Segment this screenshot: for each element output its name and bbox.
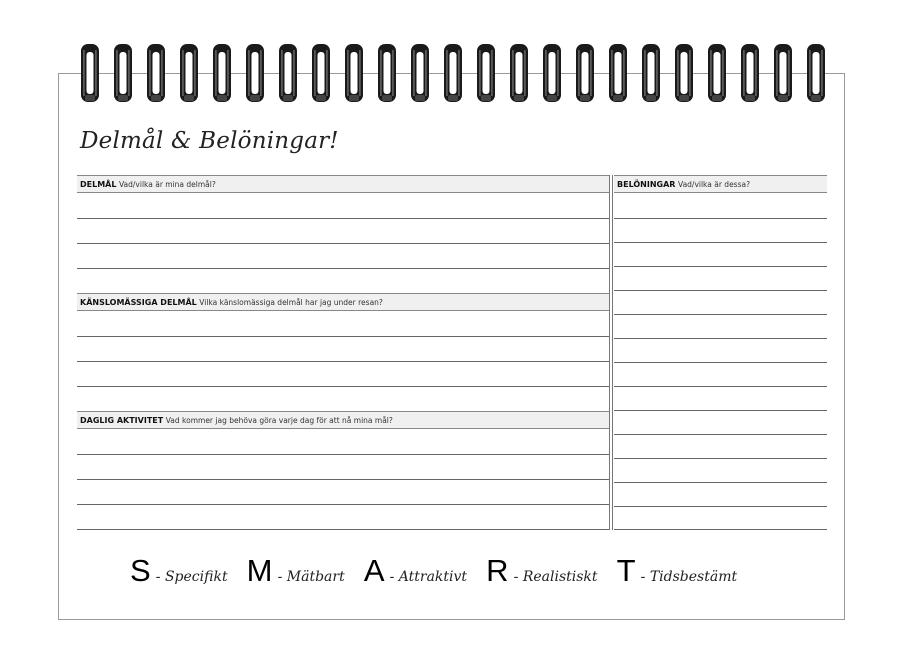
writing-line (77, 243, 609, 244)
writing-line (614, 506, 827, 507)
section-header-daglig-aktivitet (77, 411, 609, 429)
binding-ring-icon (708, 44, 726, 102)
smart-letter: S (130, 553, 151, 588)
writing-line (614, 458, 827, 459)
smart-item-r (486, 553, 597, 589)
section-question: Vilka känslomässiga delmål har jag under resan? (199, 298, 383, 307)
binding-ring-icon (807, 44, 825, 102)
section-question: Vad/vilka är mina delmål? (119, 180, 216, 189)
binding-ring-icon (675, 44, 693, 102)
binding-ring-icon (411, 44, 429, 102)
binding-ring-icon (147, 44, 165, 102)
writing-line (614, 386, 827, 387)
section-header-beloningar (614, 175, 827, 193)
binding-ring-icon (444, 44, 462, 102)
smart-legend (130, 553, 751, 593)
smart-word: - Specifikt (155, 569, 228, 585)
writing-line (77, 268, 609, 269)
binding-ring-icon (477, 44, 495, 102)
smart-item-s (130, 553, 228, 589)
binding-ring-icon (246, 44, 264, 102)
spiral-binding-icon (0, 0, 900, 110)
smart-word: - Mätbart (277, 569, 345, 585)
section-question: Vad/vilka är dessa? (678, 180, 751, 189)
writing-line (614, 218, 827, 219)
binding-ring-icon (576, 44, 594, 102)
section-header-delmal (77, 175, 609, 193)
writing-line (614, 410, 827, 411)
writing-line (77, 386, 609, 387)
smart-letter: R (486, 553, 509, 588)
writing-line (77, 529, 609, 530)
smart-word: - Tidsbestämt (640, 569, 738, 585)
smart-letter: A (363, 553, 385, 588)
binding-ring-icon (543, 44, 561, 102)
binding-ring-icon (279, 44, 297, 102)
section-heading: DELMÅL (80, 180, 117, 189)
writing-line (614, 362, 827, 363)
smart-word: - Realistiskt (513, 569, 598, 585)
binding-ring-icon (114, 44, 132, 102)
smart-item-a (364, 553, 467, 589)
section-question: Vad kommer jag behöva göra varje dag för att nå mina mål? (165, 416, 393, 425)
binding-ring-icon (642, 44, 660, 102)
section-heading: BELÖNINGAR (617, 180, 676, 189)
page-title: Delmål & Belöningar! (80, 128, 339, 154)
binding-ring-icon (378, 44, 396, 102)
writing-line (614, 434, 827, 435)
binding-ring-icon (510, 44, 528, 102)
writing-line (614, 290, 827, 291)
writing-line (614, 338, 827, 339)
notebook-page (58, 73, 845, 620)
writing-line (77, 361, 609, 362)
section-heading: KÄNSLOMÄSSIGA DELMÅL (80, 298, 197, 307)
writing-line (614, 314, 827, 315)
smart-item-m (247, 553, 345, 589)
binding-ring-icon (81, 44, 99, 102)
smart-item-t (617, 553, 737, 589)
binding-ring-icon (609, 44, 627, 102)
writing-line (77, 218, 609, 219)
binding-ring-icon (345, 44, 363, 102)
section-heading: DAGLIG AKTIVITET (80, 416, 164, 425)
column-divider (609, 175, 613, 530)
binding-ring-icon (741, 44, 759, 102)
smart-word: - Attraktivt (389, 569, 468, 585)
binding-ring-icon (774, 44, 792, 102)
writing-line (77, 336, 609, 337)
writing-line (77, 479, 609, 480)
binding-ring-icon (312, 44, 330, 102)
writing-line (614, 242, 827, 243)
binding-ring-icon (213, 44, 231, 102)
binding-ring-icon (180, 44, 198, 102)
writing-line (77, 504, 609, 505)
writing-line (614, 482, 827, 483)
smart-letter: T (616, 553, 636, 588)
writing-line (77, 454, 609, 455)
writing-line (614, 266, 827, 267)
section-header-kanslomassiga (77, 293, 609, 311)
writing-line (614, 529, 827, 530)
smart-letter: M (246, 553, 273, 588)
